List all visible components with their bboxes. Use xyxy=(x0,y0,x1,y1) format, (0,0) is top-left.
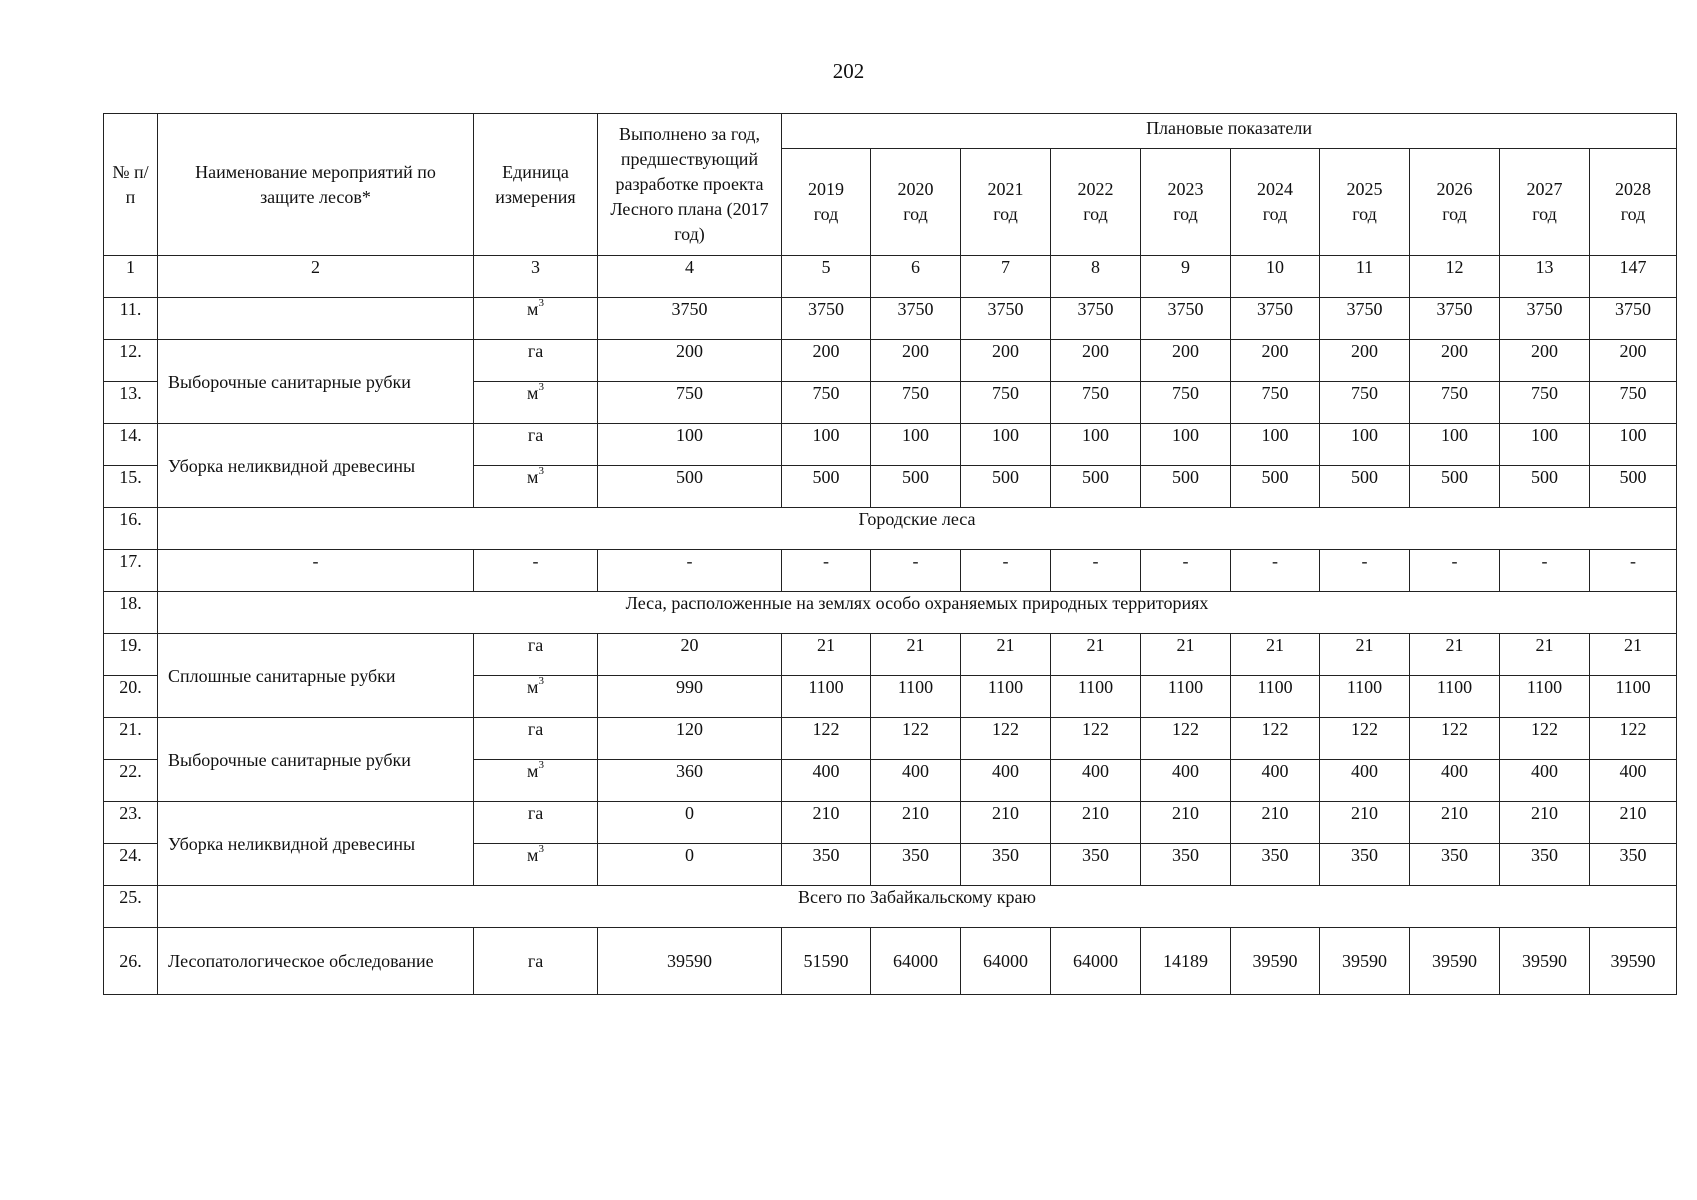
plan-value: 350 xyxy=(1051,844,1141,886)
plan-value: 1100 xyxy=(1141,676,1231,718)
header-year: 2020 год xyxy=(871,149,961,256)
unit-text: - xyxy=(532,551,539,571)
row-number: 23. xyxy=(104,802,158,844)
plan-value: - xyxy=(782,550,871,592)
done-value: 0 xyxy=(598,802,782,844)
row-number: 15. xyxy=(104,466,158,508)
table-row xyxy=(104,550,1677,592)
row-number: 26. xyxy=(104,928,158,995)
measure-name: - xyxy=(158,550,474,592)
plan-value: 500 xyxy=(1320,466,1410,508)
header-year: 2021 год xyxy=(961,149,1051,256)
plan-value: 21 xyxy=(871,634,961,676)
plan-value: 210 xyxy=(961,802,1051,844)
done-value: 120 xyxy=(598,718,782,760)
plan-value: 122 xyxy=(1500,718,1590,760)
table-row xyxy=(104,802,1677,844)
plan-value: 122 xyxy=(871,718,961,760)
plan-value: 200 xyxy=(871,340,961,382)
done-value: 20 xyxy=(598,634,782,676)
plan-value: 3750 xyxy=(871,298,961,340)
plan-value: 3750 xyxy=(961,298,1051,340)
unit-cell xyxy=(474,802,598,844)
row-number: 21. xyxy=(104,718,158,760)
plan-value: 400 xyxy=(1410,760,1500,802)
plan-value: 21 xyxy=(1141,634,1231,676)
unit-text: га xyxy=(527,719,544,739)
plan-value: 100 xyxy=(961,424,1051,466)
plan-value: 400 xyxy=(1500,760,1590,802)
header-year: 2023 год xyxy=(1141,149,1231,256)
done-value: 3750 xyxy=(598,298,782,340)
plan-value: 350 xyxy=(961,844,1051,886)
unit-cell xyxy=(474,718,598,760)
header-num: № п/п xyxy=(104,114,158,256)
plan-value: 100 xyxy=(1051,424,1141,466)
plan-value: 750 xyxy=(961,382,1051,424)
header-year: 2026 год xyxy=(1410,149,1500,256)
plan-value: 210 xyxy=(1051,802,1141,844)
plan-value: 500 xyxy=(1141,466,1231,508)
plan-value: 100 xyxy=(1141,424,1231,466)
plan-value: 1100 xyxy=(1231,676,1320,718)
unit-cell xyxy=(474,382,598,424)
plan-value: 1100 xyxy=(782,676,871,718)
done-value: 500 xyxy=(598,466,782,508)
measure-name: Уборка неликвидной древесины xyxy=(158,802,474,886)
header-year: 2025 год xyxy=(1320,149,1410,256)
plan-value: 100 xyxy=(1410,424,1500,466)
plan-value: 122 xyxy=(1051,718,1141,760)
plan-value: 200 xyxy=(1590,340,1677,382)
unit-cell xyxy=(474,298,598,340)
done-value: 200 xyxy=(598,340,782,382)
plan-value: - xyxy=(1590,550,1677,592)
column-index: 12 xyxy=(1410,256,1500,298)
forest-protection-table xyxy=(103,113,1677,995)
plan-value: 1100 xyxy=(1500,676,1590,718)
plan-value: 200 xyxy=(1500,340,1590,382)
plan-value: 122 xyxy=(1410,718,1500,760)
plan-value: 21 xyxy=(1231,634,1320,676)
plan-value: 100 xyxy=(1590,424,1677,466)
plan-value: 39590 xyxy=(1410,928,1500,995)
plan-value: 1100 xyxy=(961,676,1051,718)
section-title: Городские леса xyxy=(158,508,1677,550)
plan-value: 14189 xyxy=(1141,928,1231,995)
column-index: 4 xyxy=(598,256,782,298)
plan-value: 3750 xyxy=(1590,298,1677,340)
row-number: 11. xyxy=(104,298,158,340)
plan-value: 750 xyxy=(1051,382,1141,424)
plan-value: 400 xyxy=(1141,760,1231,802)
header-plan: Плановые показатели xyxy=(782,114,1677,149)
unit-superscript: 3 xyxy=(538,759,544,771)
plan-value: - xyxy=(1231,550,1320,592)
plan-value: 750 xyxy=(1590,382,1677,424)
unit-text: га xyxy=(527,803,544,823)
plan-value: 1100 xyxy=(1051,676,1141,718)
row-number: 18. xyxy=(104,592,158,634)
column-index: 8 xyxy=(1051,256,1141,298)
done-value: 360 xyxy=(598,760,782,802)
column-index: 9 xyxy=(1141,256,1231,298)
column-index: 2 xyxy=(158,256,474,298)
plan-value: 750 xyxy=(1320,382,1410,424)
unit-superscript: 3 xyxy=(538,465,544,477)
plan-value: 200 xyxy=(1141,340,1231,382)
plan-value: 350 xyxy=(1410,844,1500,886)
plan-value: 750 xyxy=(1500,382,1590,424)
unit-text: м xyxy=(527,467,539,487)
plan-value: 3750 xyxy=(1320,298,1410,340)
header-row-1 xyxy=(104,114,1677,149)
unit-superscript: 3 xyxy=(538,675,544,687)
plan-value: 350 xyxy=(871,844,961,886)
plan-value: 100 xyxy=(1231,424,1320,466)
column-index: 13 xyxy=(1500,256,1590,298)
plan-value: 750 xyxy=(1141,382,1231,424)
unit-superscript: 3 xyxy=(538,843,544,855)
plan-value: 500 xyxy=(1231,466,1320,508)
unit-text: м xyxy=(527,299,539,319)
plan-value: 122 xyxy=(782,718,871,760)
column-index: 11 xyxy=(1320,256,1410,298)
plan-value: 200 xyxy=(1410,340,1500,382)
plan-value: 21 xyxy=(1590,634,1677,676)
plan-value: 210 xyxy=(871,802,961,844)
column-index: 5 xyxy=(782,256,871,298)
plan-value: 3750 xyxy=(1141,298,1231,340)
plan-value: 3750 xyxy=(782,298,871,340)
plan-value: 122 xyxy=(1320,718,1410,760)
unit-text: га xyxy=(527,951,544,971)
plan-value: 500 xyxy=(871,466,961,508)
plan-value: 350 xyxy=(1141,844,1231,886)
row-number: 16. xyxy=(104,508,158,550)
plan-value: 3750 xyxy=(1500,298,1590,340)
unit-superscript: 3 xyxy=(538,297,544,309)
column-index: 3 xyxy=(474,256,598,298)
plan-value: 122 xyxy=(1231,718,1320,760)
plan-value: 350 xyxy=(1500,844,1590,886)
plan-value: 210 xyxy=(782,802,871,844)
header-year: 2022 год xyxy=(1051,149,1141,256)
plan-value: 500 xyxy=(1590,466,1677,508)
unit-text: м xyxy=(527,845,539,865)
section-row xyxy=(104,886,1677,928)
section-row xyxy=(104,592,1677,634)
plan-value: 39590 xyxy=(1500,928,1590,995)
column-index: 1 xyxy=(104,256,158,298)
done-value: 750 xyxy=(598,382,782,424)
measure-name: Сплошные санитарные рубки xyxy=(158,634,474,718)
unit-text: га xyxy=(527,341,544,361)
column-index: 147 xyxy=(1590,256,1677,298)
plan-value: - xyxy=(1320,550,1410,592)
plan-value: 500 xyxy=(1500,466,1590,508)
unit-text: м xyxy=(527,677,539,697)
measure-name xyxy=(158,298,474,340)
plan-value: 500 xyxy=(961,466,1051,508)
plan-value: 400 xyxy=(1320,760,1410,802)
done-value: - xyxy=(598,550,782,592)
plan-value: 200 xyxy=(782,340,871,382)
row-number: 25. xyxy=(104,886,158,928)
plan-value: 100 xyxy=(782,424,871,466)
measure-name: Выборочные санитарные рубки xyxy=(158,718,474,802)
row-number: 12. xyxy=(104,340,158,382)
unit-cell xyxy=(474,340,598,382)
measure-name: Лесопатологическое обследование xyxy=(158,928,474,995)
plan-value: - xyxy=(1500,550,1590,592)
done-value: 39590 xyxy=(598,928,782,995)
section-title: Леса, расположенные на землях особо охраняемых природных территориях xyxy=(158,592,1677,634)
table-row xyxy=(104,424,1677,466)
done-value: 0 xyxy=(598,844,782,886)
plan-value: 122 xyxy=(1141,718,1231,760)
unit-cell xyxy=(474,928,598,995)
plan-value: 400 xyxy=(1231,760,1320,802)
plan-value: 200 xyxy=(961,340,1051,382)
plan-value: 1100 xyxy=(1320,676,1410,718)
table-row xyxy=(104,718,1677,760)
plan-value: 750 xyxy=(782,382,871,424)
plan-value: 21 xyxy=(782,634,871,676)
plan-value: 750 xyxy=(1410,382,1500,424)
table-row xyxy=(104,298,1677,340)
column-index-row xyxy=(104,256,1677,298)
plan-value: - xyxy=(1051,550,1141,592)
plan-value: 122 xyxy=(961,718,1051,760)
header-year: 2027 год xyxy=(1500,149,1590,256)
plan-value: 400 xyxy=(1590,760,1677,802)
header-year: 2019 год xyxy=(782,149,871,256)
plan-value: 3750 xyxy=(1231,298,1320,340)
column-index: 6 xyxy=(871,256,961,298)
header-year: 2028 год xyxy=(1590,149,1677,256)
plan-value: 21 xyxy=(1410,634,1500,676)
plan-value: 210 xyxy=(1231,802,1320,844)
plan-value: - xyxy=(961,550,1051,592)
section-row xyxy=(104,508,1677,550)
plan-value: 400 xyxy=(961,760,1051,802)
section-title: Всего по Забайкальскому краю xyxy=(158,886,1677,928)
row-number: 20. xyxy=(104,676,158,718)
table-row xyxy=(104,928,1677,995)
plan-value: 210 xyxy=(1590,802,1677,844)
plan-value: 64000 xyxy=(961,928,1051,995)
unit-cell xyxy=(474,760,598,802)
plan-value: 1100 xyxy=(1410,676,1500,718)
plan-value: 1100 xyxy=(871,676,961,718)
plan-value: 500 xyxy=(782,466,871,508)
unit-cell xyxy=(474,676,598,718)
unit-superscript: 3 xyxy=(538,381,544,393)
unit-cell xyxy=(474,634,598,676)
done-value: 990 xyxy=(598,676,782,718)
unit-cell xyxy=(474,844,598,886)
plan-value: 350 xyxy=(1320,844,1410,886)
plan-value: 210 xyxy=(1320,802,1410,844)
plan-value: 3750 xyxy=(1051,298,1141,340)
unit-text: га xyxy=(527,425,544,445)
plan-value: 3750 xyxy=(1410,298,1500,340)
page-number: 202 xyxy=(832,59,865,83)
plan-value: 210 xyxy=(1141,802,1231,844)
plan-value: 350 xyxy=(1231,844,1320,886)
unit-text: м xyxy=(527,383,539,403)
plan-value: 122 xyxy=(1590,718,1677,760)
plan-value: 400 xyxy=(871,760,961,802)
unit-cell xyxy=(474,550,598,592)
plan-value: 100 xyxy=(871,424,961,466)
plan-value: 39590 xyxy=(1320,928,1410,995)
plan-value: 500 xyxy=(1410,466,1500,508)
plan-value: 200 xyxy=(1051,340,1141,382)
plan-value: 39590 xyxy=(1231,928,1320,995)
plan-value: 21 xyxy=(961,634,1051,676)
plan-value: - xyxy=(1141,550,1231,592)
column-index: 7 xyxy=(961,256,1051,298)
row-number: 22. xyxy=(104,760,158,802)
plan-value: 21 xyxy=(1320,634,1410,676)
unit-cell xyxy=(474,466,598,508)
plan-value: 64000 xyxy=(871,928,961,995)
plan-value: 64000 xyxy=(1051,928,1141,995)
plan-value: 1100 xyxy=(1590,676,1677,718)
plan-value: 200 xyxy=(1320,340,1410,382)
plan-value: 400 xyxy=(1051,760,1141,802)
plan-value: 750 xyxy=(1231,382,1320,424)
plan-value: 100 xyxy=(1320,424,1410,466)
plan-value: - xyxy=(1410,550,1500,592)
plan-value: 500 xyxy=(1051,466,1141,508)
table-row xyxy=(104,634,1677,676)
header-done: Выполнено за год, предшествующий разработке проекта Лесного плана (2017 год) xyxy=(598,114,782,256)
plan-value: 51590 xyxy=(782,928,871,995)
plan-value: 21 xyxy=(1500,634,1590,676)
plan-value: 200 xyxy=(1231,340,1320,382)
row-number: 19. xyxy=(104,634,158,676)
measure-name: Уборка неликвидной древесины xyxy=(158,424,474,508)
plan-value: 210 xyxy=(1500,802,1590,844)
header-year: 2024 год xyxy=(1231,149,1320,256)
plan-value: 750 xyxy=(871,382,961,424)
column-index: 10 xyxy=(1231,256,1320,298)
row-number: 14. xyxy=(104,424,158,466)
table-row xyxy=(104,340,1677,382)
plan-value: 21 xyxy=(1051,634,1141,676)
unit-text: га xyxy=(527,635,544,655)
measure-name: Выборочные санитарные рубки xyxy=(158,340,474,424)
row-number: 17. xyxy=(104,550,158,592)
row-number: 24. xyxy=(104,844,158,886)
plan-value: 100 xyxy=(1500,424,1590,466)
row-number: 13. xyxy=(104,382,158,424)
plan-value: 350 xyxy=(1590,844,1677,886)
header-unit: Единица измерения xyxy=(474,114,598,256)
plan-value: 400 xyxy=(782,760,871,802)
unit-cell xyxy=(474,424,598,466)
plan-value: - xyxy=(871,550,961,592)
plan-value: 210 xyxy=(1410,802,1500,844)
unit-text: м xyxy=(527,761,539,781)
plan-value: 350 xyxy=(782,844,871,886)
plan-value: 39590 xyxy=(1590,928,1677,995)
header-name: Наименование мероприятий по защите лесов* xyxy=(158,114,474,256)
done-value: 100 xyxy=(598,424,782,466)
